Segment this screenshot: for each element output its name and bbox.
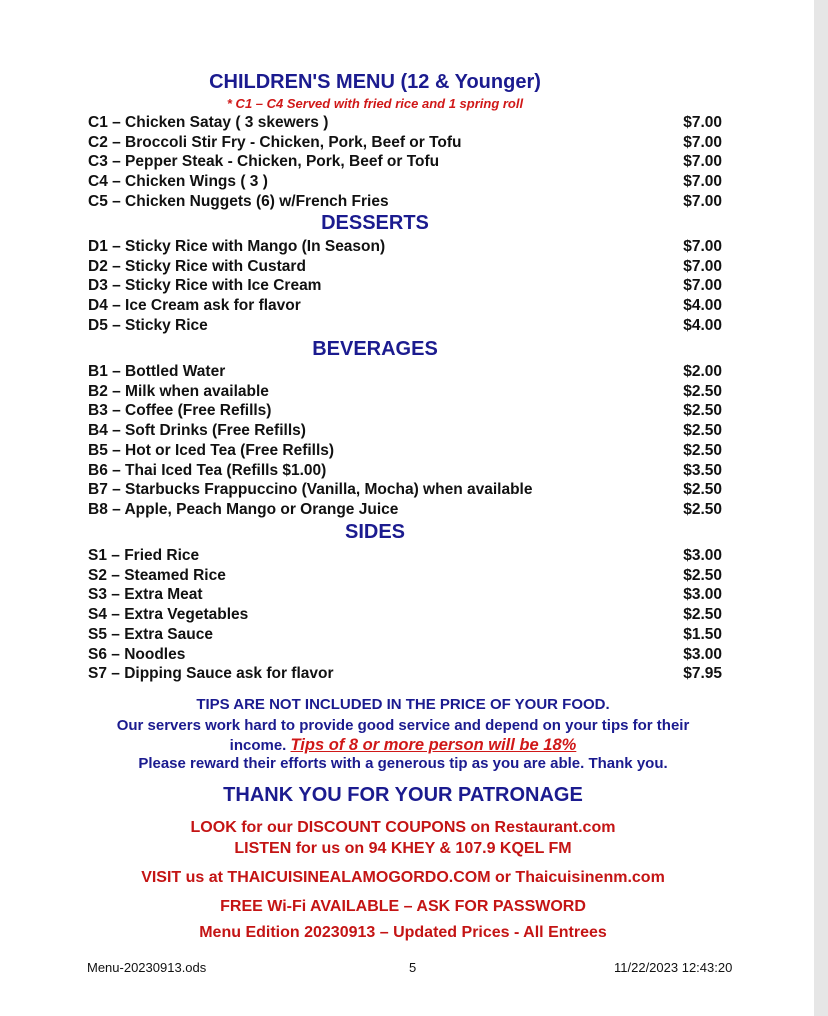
menu-item-price: $2.50 [683, 441, 722, 459]
menu-item-price: $7.00 [683, 192, 722, 210]
tips-reward-text: Please reward their efforts with a generous tip as you are able. Thank you. [138, 755, 668, 772]
menu-item-price: $3.00 [683, 547, 722, 564]
menu-item-name: S1 – Fried Rice [88, 547, 200, 564]
menu-item-row [88, 363, 722, 383]
menu-item-row [88, 383, 722, 403]
menu-item-row [88, 258, 722, 278]
menu-item-price: $2.50 [683, 382, 722, 400]
menu-item-name: C4 – Chicken Wings ( 3 ) [88, 173, 268, 191]
menu-item-name: B5 – Hot or Iced Tea (Free Refills) [88, 441, 335, 459]
tips-notice: TIPS ARE NOT INCLUDED IN THE PRICE OF YOUR FOOD. [196, 696, 610, 713]
menu-item-price: $7.95 [683, 665, 722, 683]
menu-item-price: $7.00 [683, 114, 722, 131]
menu-item-row [88, 665, 722, 685]
menu-item-name: D2 – Sticky Rice with Custard [88, 257, 306, 275]
menu-item-price: $4.00 [683, 297, 722, 315]
menu-item-price: $1.50 [683, 625, 722, 643]
menu-item-row [88, 586, 722, 606]
menu-item-price: $4.00 [683, 316, 722, 334]
menu-item-price: $2.00 [683, 363, 722, 380]
menu-item-row [88, 547, 722, 567]
menu-item-name: C3 – Pepper Steak - Chicken, Pork, Beef or Tofu [88, 153, 440, 171]
promo-coupons: LOOK for our DISCOUNT COUPONS on Restaurant.com [190, 819, 616, 836]
promo-radio: LISTEN for us on 94 KHEY & 107.9 KQEL FM [234, 840, 572, 857]
menu-item-name: D1 – Sticky Rice with Mango (In Season) [88, 238, 386, 255]
menu-item-name: B4 – Soft Drinks (Free Refills) [88, 422, 306, 440]
menu-item-price: $7.00 [683, 277, 722, 295]
desserts-title: DESSERTS [321, 212, 429, 234]
menu-item-row [88, 501, 722, 521]
menu-item-name: D4 – Ice Cream ask for flavor [88, 297, 301, 315]
menu-item-row [88, 153, 722, 173]
menu-item-row [88, 297, 722, 317]
menu-item-name: B7 – Starbucks Frappuccino (Vanilla, Mocha) when available [88, 481, 533, 499]
menu-item-name: B6 – Thai Iced Tea (Refills $1.00) [88, 461, 327, 479]
tips-income-line [0, 736, 806, 755]
thank-you-banner: THANK YOU FOR YOUR PATRONAGE [223, 784, 583, 806]
promo-wifi: FREE Wi-Fi AVAILABLE – ASK FOR PASSWORD [220, 898, 586, 915]
menu-item-price: $7.00 [683, 238, 722, 255]
menu-item-row [88, 402, 722, 422]
menu-item-name: C5 – Chicken Nuggets (6) w/French Fries [88, 192, 389, 210]
menu-item-price: $2.50 [683, 566, 722, 584]
menu-item-name: C1 – Chicken Satay ( 3 skewers ) [88, 114, 329, 131]
menu-item-price: $2.50 [683, 422, 722, 440]
menu-item-price: $7.00 [683, 153, 722, 171]
menu-item-price: $3.50 [683, 461, 722, 479]
menu-item-name: S7 – Dipping Sauce ask for flavor [88, 665, 334, 683]
menu-item-row [88, 317, 722, 337]
menu-edition: Menu Edition 20230913 – Updated Prices - All Entrees [199, 924, 607, 941]
tips-income-text: income. [229, 737, 287, 754]
menu-item-name: B3 – Coffee (Free Refills) [88, 402, 272, 420]
menu-item-row [88, 626, 722, 646]
menu-item-price: $2.50 [683, 500, 722, 518]
menu-item-row [88, 193, 722, 213]
menu-item-name: B2 – Milk when available [88, 382, 269, 400]
menu-item-name: S5 – Extra Sauce [88, 625, 213, 643]
beverages-title: BEVERAGES [312, 338, 438, 360]
menu-item-name: B1 – Bottled Water [88, 363, 226, 380]
menu-item-row [88, 462, 722, 482]
menu-item-price: $7.00 [683, 133, 722, 151]
menu-item-price: $7.00 [683, 173, 722, 191]
menu-item-row [88, 277, 722, 297]
childrens-menu-note: * C1 – C4 Served with fried rice and 1 spring roll [226, 96, 524, 111]
childrens-menu-title: CHILDREN'S MENU (12 & Younger) [209, 71, 541, 93]
menu-item-price: $2.50 [683, 481, 722, 499]
menu-item-row [88, 238, 722, 258]
tips-servers-text: Our servers work hard to provide good service and depend on your tips for their [116, 717, 690, 734]
menu-item-name: S4 – Extra Vegetables [88, 606, 249, 624]
footer-datetime: 11/22/2023 12:43:20 [614, 960, 733, 975]
menu-item-price: $2.50 [683, 606, 722, 624]
menu-item-price: $3.00 [683, 645, 722, 663]
menu-item-name: S6 – Noodles [88, 645, 186, 663]
sides-title: SIDES [344, 521, 406, 543]
footer-page-number: 5 [409, 960, 417, 975]
menu-item-name: C2 – Broccoli Stir Fry - Chicken, Pork, Beef or Tofu [88, 133, 462, 151]
menu-item-row [88, 567, 722, 587]
footer-filename: Menu-20230913.ods [87, 960, 207, 975]
menu-item-price: $2.50 [683, 402, 722, 420]
menu-item-name: S3 – Extra Meat [88, 586, 203, 604]
menu-item-price: $7.00 [683, 257, 722, 275]
menu-item-price: $3.00 [683, 586, 722, 604]
promo-website: VISIT us at THAICUISINEALAMOGORDO.COM or Thaicuisinenm.com [141, 869, 665, 886]
menu-item-row [88, 114, 722, 134]
menu-item-row [88, 134, 722, 154]
menu-item-row [88, 173, 722, 193]
menu-item-name: D3 – Sticky Rice with Ice Cream [88, 277, 322, 295]
menu-item-row [88, 481, 722, 501]
menu-item-row [88, 442, 722, 462]
menu-item-row [88, 422, 722, 442]
menu-item-row [88, 606, 722, 626]
menu-item-row [88, 646, 722, 666]
menu-item-name: D5 – Sticky Rice [88, 316, 208, 334]
tips-large-party-notice: Tips of 8 or more person will be 18% [290, 736, 577, 754]
menu-item-name: B8 – Apple, Peach Mango or Orange Juice [88, 500, 399, 518]
menu-item-name: S2 – Steamed Rice [88, 566, 226, 584]
